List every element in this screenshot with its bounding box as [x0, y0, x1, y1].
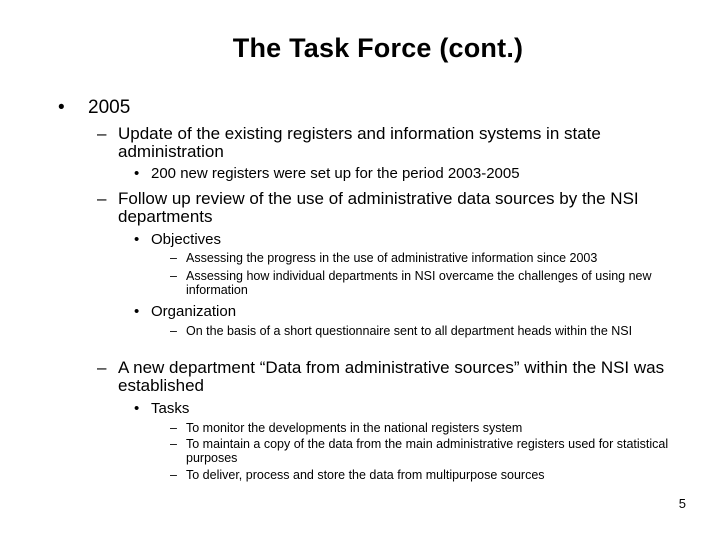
dash-marker: –: [170, 251, 177, 265]
dash-marker: –: [170, 437, 177, 451]
detail-text: To monitor the developments in the national registers system: [186, 421, 523, 435]
point-organization: [134, 303, 674, 320]
detail-text: To deliver, process and store the data from multipurpose sources: [186, 468, 545, 482]
dash-marker: –: [97, 189, 107, 208]
dash-marker: –: [170, 468, 177, 482]
subitem-followup: [97, 190, 677, 226]
subitem-text: Update of the existing registers and information systems in state administration: [118, 124, 601, 161]
detail-text: To maintain a copy of the data from the main administrative registers used for statistical purposes: [186, 437, 669, 465]
point-text: Objectives: [151, 231, 222, 248]
point-text: Tasks: [151, 400, 190, 417]
detail-org-1: [170, 324, 685, 338]
point-new-registers: [134, 165, 674, 182]
page-number: 5: [678, 496, 686, 511]
dash-marker: –: [170, 269, 177, 283]
bullet-marker: •: [58, 97, 65, 118]
detail-task-2: [170, 437, 685, 465]
subitem-text: Follow up review of the use of administrative data sources by the NSI departments: [118, 189, 639, 226]
detail-text: On the basis of a short questionnaire sent to all department heads within the NSI: [186, 324, 633, 338]
point-text: 200 new registers were set up for the period 2003-2005: [151, 165, 520, 182]
dash-marker: –: [97, 358, 107, 377]
detail-obj-1: [170, 251, 685, 265]
bullet-marker: •: [134, 231, 140, 248]
bullet-text: 2005: [88, 97, 131, 118]
detail-obj-2: [170, 269, 685, 297]
bullet-marker: •: [134, 303, 140, 320]
slide-title: The Task Force (cont.): [232, 33, 524, 63]
dash-marker: –: [97, 124, 107, 143]
bullet-2005: [58, 97, 658, 118]
dash-marker: –: [170, 324, 177, 338]
subitem-update: [97, 125, 657, 161]
detail-text: Assessing the progress in the use of administrative information since 2003: [186, 251, 598, 265]
detail-task-1: [170, 421, 685, 435]
bullet-marker: •: [134, 165, 140, 182]
point-text: Organization: [151, 303, 237, 320]
detail-task-3: [170, 468, 685, 482]
point-tasks: [134, 400, 674, 417]
detail-text: Assessing how individual departments in NSI overcame the challenges of using new information: [186, 269, 652, 297]
subitem-new-department: [97, 359, 697, 395]
point-objectives: [134, 231, 674, 248]
dash-marker: –: [170, 421, 177, 435]
bullet-marker: •: [134, 400, 140, 417]
subitem-text: A new department “Data from administrative sources” within the NSI was established: [118, 358, 665, 395]
